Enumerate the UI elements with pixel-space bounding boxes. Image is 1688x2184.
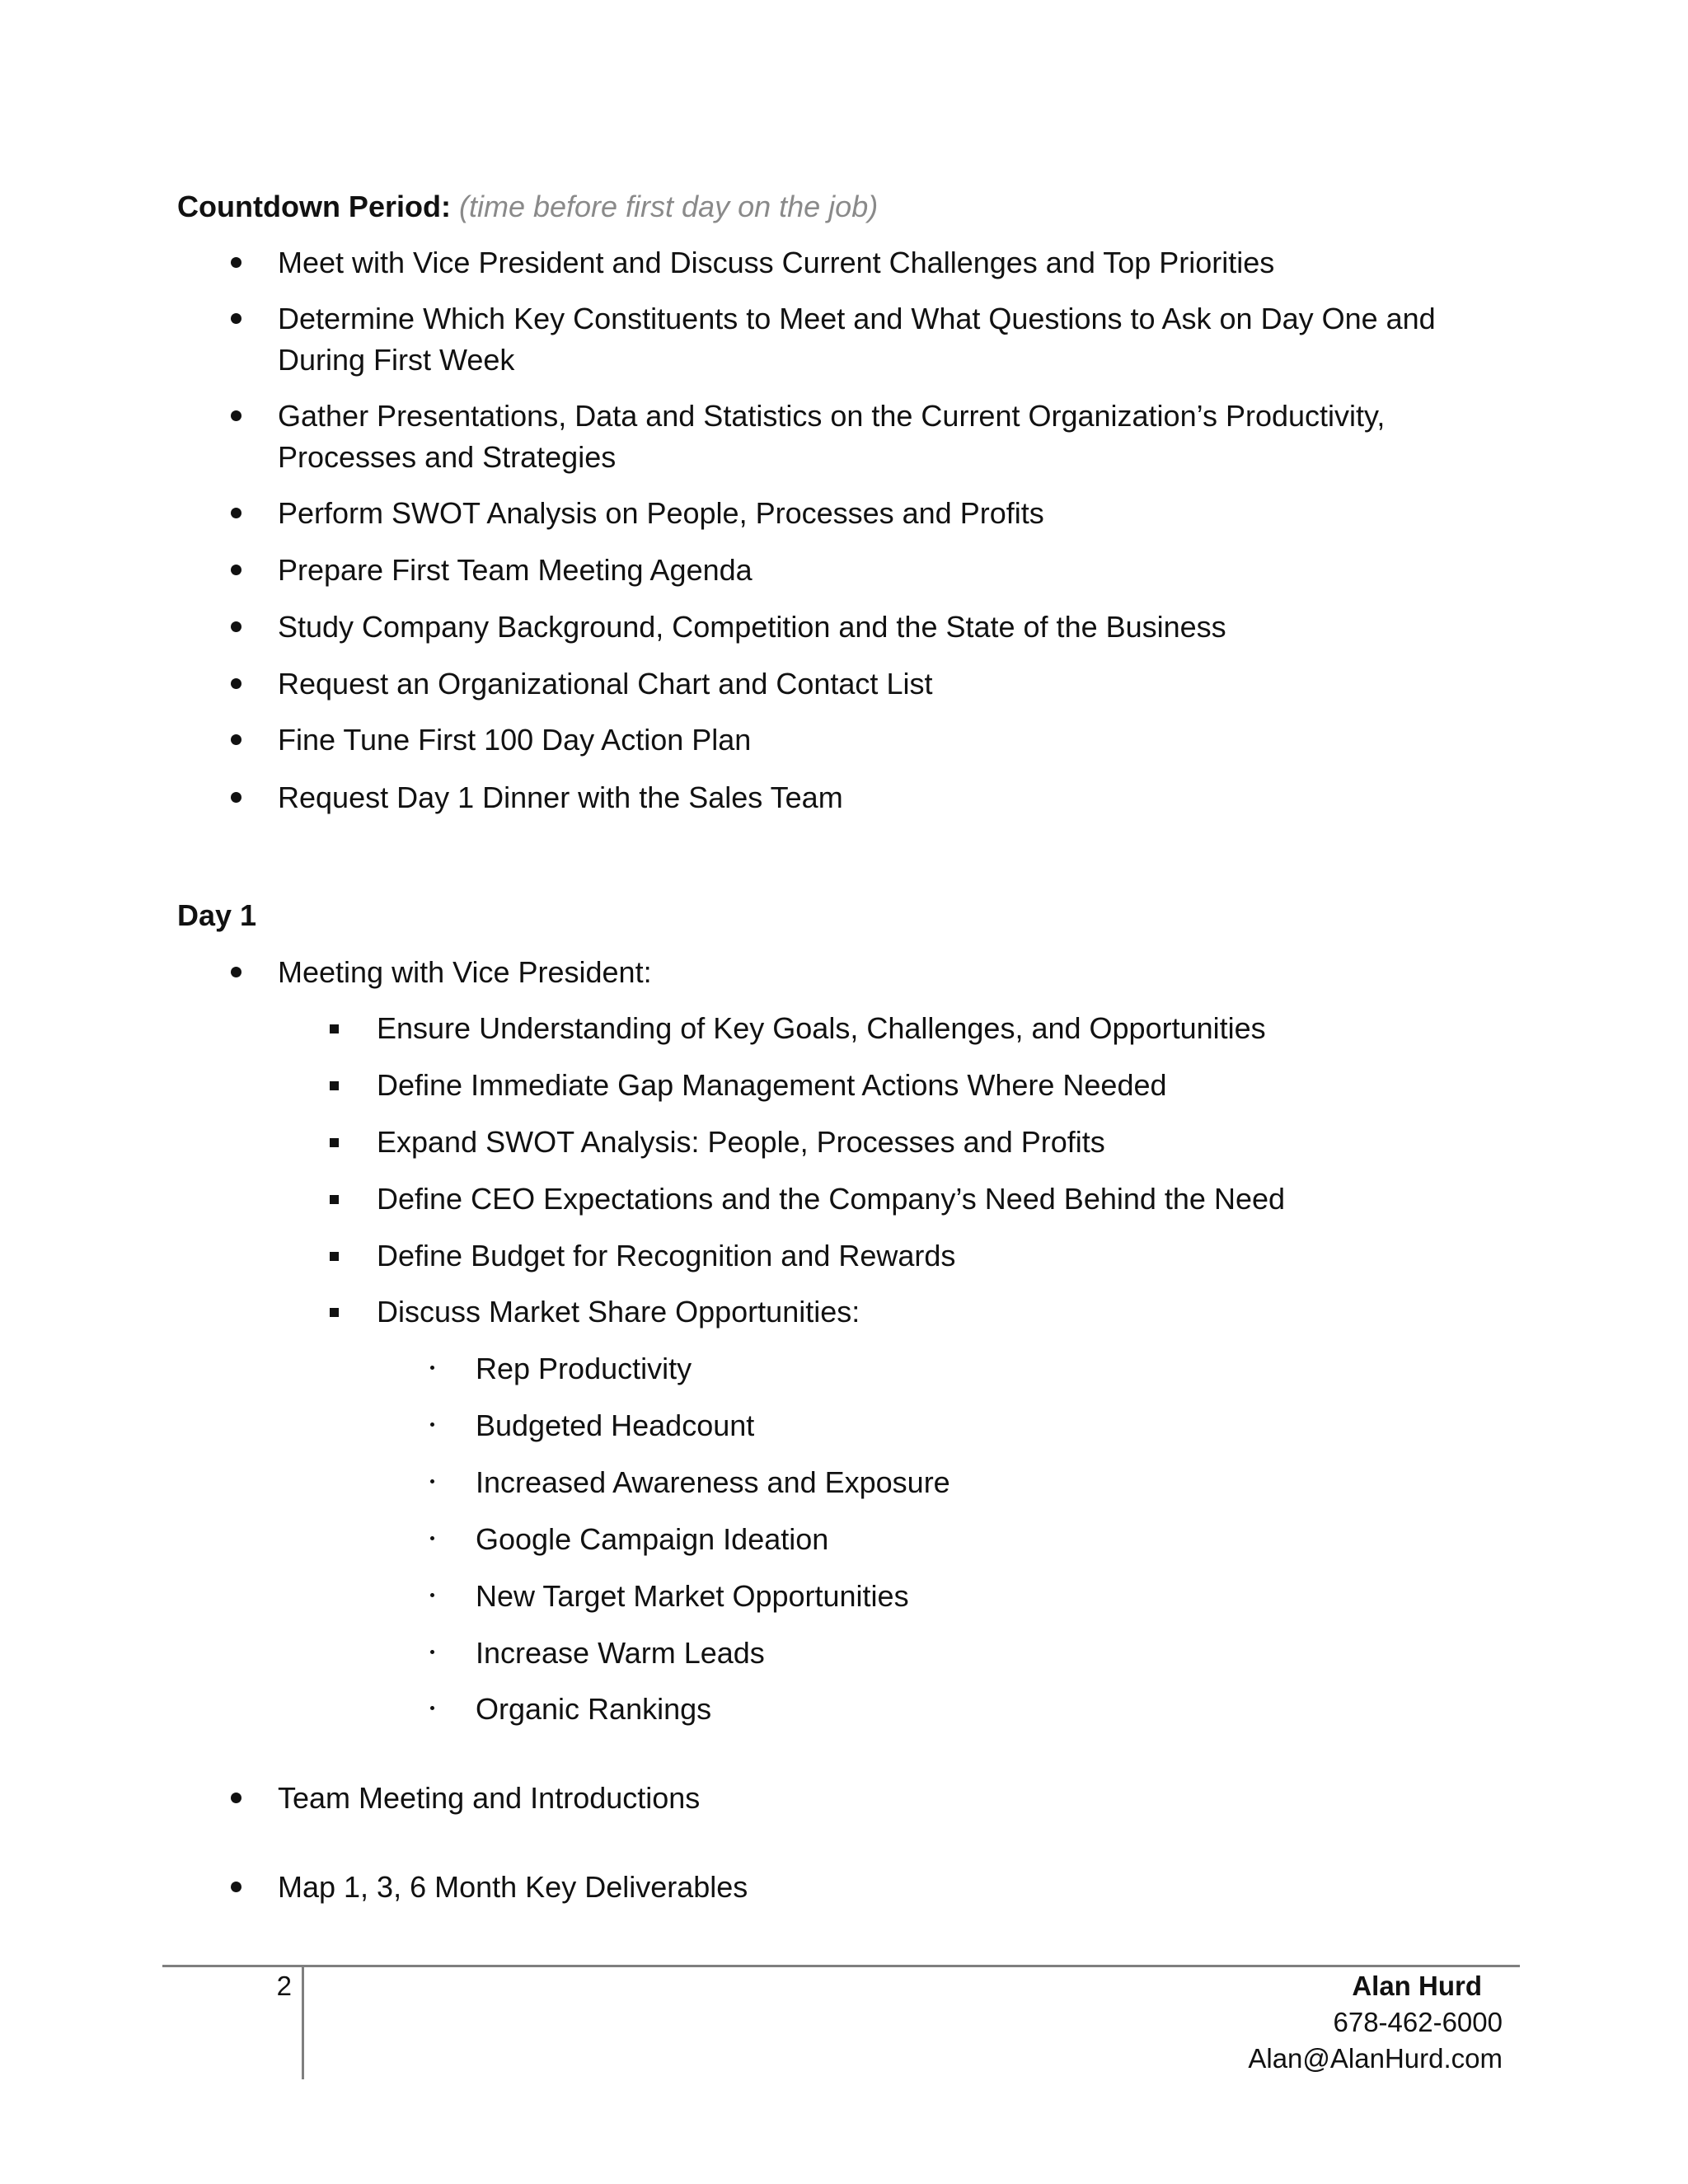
market-subitem — [476, 1405, 1448, 1446]
meeting-subitem-text: Define Budget for Recognition and Rewards — [377, 1239, 956, 1272]
market-subitem — [476, 1519, 1448, 1560]
market-subitem-text: Rep Productivity — [476, 1352, 692, 1385]
countdown-note: (time before first day on the job) — [458, 190, 879, 223]
countdown-heading — [177, 186, 878, 227]
market-subitem-text: New Target Market Opportunities — [476, 1579, 909, 1613]
market-subitem — [476, 1689, 1448, 1730]
countdown-item — [278, 493, 1456, 534]
market-subitem-text: Increased Awareness and Exposure — [476, 1465, 950, 1499]
contact-name: Alan Hurd — [1352, 1971, 1482, 2001]
day1-item-text: Team Meeting and Introductions — [278, 1781, 701, 1815]
countdown-item — [278, 396, 1456, 478]
meeting-subitem — [377, 1122, 1448, 1163]
meeting-subitem-text: Define Immediate Gap Management Actions Where Needed — [377, 1068, 1167, 1102]
countdown-item-text: Request an Organizational Chart and Contact List — [278, 667, 933, 701]
market-subitem — [476, 1633, 1448, 1674]
countdown-item — [278, 242, 1456, 284]
countdown-item-text: Determine Which Key Constituents to Meet and What Questions to Ask on Day One and During First Week — [278, 302, 1436, 377]
day1-item-text: Map 1, 3, 6 Month Key Deliverables — [278, 1870, 748, 1904]
countdown-item-text: Perform SWOT Analysis on People, Processes and Profits — [278, 496, 1044, 530]
meeting-subitem-text: Ensure Understanding of Key Goals, Challenges, and Opportunities — [377, 1011, 1266, 1045]
countdown-title: Countdown Period: — [177, 190, 451, 223]
meeting-subitem — [377, 1008, 1448, 1049]
contact-email: Alan@AlanHurd.com — [1248, 2043, 1503, 2074]
countdown-item-text: Meet with Vice President and Discuss Current Challenges and Top Priorities — [278, 246, 1275, 279]
countdown-item — [278, 607, 1456, 648]
footer-divider — [302, 1966, 304, 2079]
page-number: 2 — [276, 1971, 292, 2001]
countdown-item-text: Gather Presentations, Data and Statistics on the Current Organization’s Productivity, Processes and Strategies — [278, 399, 1386, 474]
countdown-item — [278, 298, 1456, 381]
countdown-item-text: Study Company Background, Competition and the State of the Business — [278, 610, 1226, 644]
meeting-subitem — [377, 1065, 1448, 1106]
countdown-item — [278, 719, 1456, 761]
day1-item — [278, 1778, 1456, 1819]
market-subitem-text: Budgeted Headcount — [476, 1408, 755, 1442]
meeting-subitem-text: Discuss Market Share Opportunities: — [377, 1295, 860, 1329]
market-subitem-text: Increase Warm Leads — [476, 1636, 765, 1670]
meeting-subitem — [377, 1291, 1448, 1333]
day1-item-text: Meeting with Vice President: — [278, 955, 652, 989]
contact-phone: 678-462-6000 — [1333, 2007, 1503, 2037]
market-subitem-text: Google Campaign Ideation — [476, 1522, 829, 1556]
countdown-item — [278, 550, 1456, 591]
meeting-subitem-text: Expand SWOT Analysis: People, Processes and Profits — [377, 1125, 1105, 1159]
market-subitem-text: Organic Rankings — [476, 1692, 712, 1726]
market-subitem — [476, 1576, 1448, 1617]
countdown-item — [278, 777, 1456, 818]
countdown-item — [278, 663, 1456, 705]
meeting-subitem-text: Define CEO Expectations and the Company’s Need Behind the Need — [377, 1182, 1286, 1216]
day1-item — [278, 952, 1456, 993]
market-subitem — [476, 1348, 1448, 1390]
meeting-subitem — [377, 1235, 1448, 1277]
market-subitem — [476, 1462, 1448, 1503]
countdown-item-text: Fine Tune First 100 Day Action Plan — [278, 723, 752, 757]
day1-item — [278, 1867, 1456, 1908]
day1-heading: Day 1 — [177, 898, 257, 932]
footer-rule — [162, 1965, 1520, 1967]
meeting-subitem — [377, 1179, 1448, 1220]
countdown-item-text: Request Day 1 Dinner with the Sales Team — [278, 780, 843, 814]
footer-contact — [1248, 1968, 1503, 2077]
countdown-item-text: Prepare First Team Meeting Agenda — [278, 553, 753, 587]
